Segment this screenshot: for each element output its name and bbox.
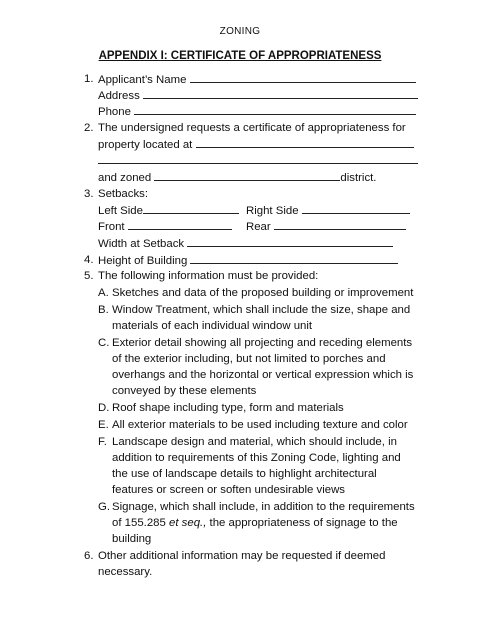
sub-item-f-line: Landscape design and material, which should include, in (112, 436, 397, 448)
width-at-setback-field (98, 236, 393, 251)
other-info-line: Other additional information may be requested if deemed (98, 550, 386, 562)
sub-letter-b: B. (98, 304, 109, 316)
field-label: Applicant’s Name (98, 74, 187, 86)
field-label: Phone (98, 106, 131, 118)
property-location-blank[interactable] (196, 137, 414, 148)
front-field (98, 219, 232, 234)
sub-item-f-line: the use of landscape details to highlight architectural (112, 468, 377, 480)
sub-item-a: Sketches and data of the proposed building or improvement (112, 287, 414, 299)
sub-item-g-line: building (112, 533, 152, 545)
item-number: 5. (84, 270, 94, 282)
field-label: Rear (246, 221, 271, 233)
applicant-name-blank[interactable] (190, 72, 416, 83)
sub-item-c-line: conveyed by these elements (112, 385, 257, 397)
left-side-field (98, 203, 239, 218)
right-side-blank[interactable] (302, 203, 410, 214)
height-field (98, 253, 398, 268)
setbacks-label: Setbacks: (98, 188, 149, 200)
height-blank[interactable] (190, 253, 398, 264)
field-label: Address (98, 90, 140, 102)
item-number: 2. (84, 122, 94, 134)
sub-letter-d: D. (98, 402, 110, 414)
property-location-blank-2[interactable] (98, 153, 418, 164)
address-field (98, 88, 418, 103)
info-intro: The following information must be provided: (98, 270, 319, 282)
sub-item-g-line: Signage, which shall include, in addition to the requirements (112, 501, 415, 513)
sub-item-c-line: overhangs and the horizontal or vertical expression which is (112, 369, 414, 381)
sub-item-e: All exterior materials to be used including texture and color (112, 419, 408, 431)
field-label: Height of Building (98, 255, 188, 267)
left-side-blank[interactable] (143, 203, 239, 214)
applicant-name-field (98, 72, 416, 87)
sub-item-c-line: of the exterior including, but not limited to porches and (112, 353, 386, 365)
item-number: 1. (84, 73, 94, 85)
zoned-blank[interactable] (154, 170, 340, 181)
field-label: and zoned (98, 172, 152, 184)
property-location-continued (98, 153, 418, 168)
rear-field (246, 219, 406, 234)
italic-segment: et seq., (169, 517, 207, 529)
width-at-setback-blank[interactable] (187, 236, 393, 247)
property-location-field (98, 137, 414, 152)
sub-letter-g: G. (98, 501, 111, 513)
sub-item-f-line: addition to requirements of this Zoning Code, lighting and (112, 452, 401, 464)
sub-letter-a: A. (98, 287, 109, 299)
sub-item-f-line: features or screen or soften undesirable views (112, 484, 345, 496)
field-label: Width at Setback (98, 238, 185, 250)
address-blank[interactable] (143, 88, 418, 99)
phone-blank[interactable] (134, 104, 416, 115)
item-number: 6. (84, 550, 94, 562)
request-text: The undersigned requests a certificate of appropriateness for (98, 122, 406, 134)
zoned-field (98, 170, 376, 185)
sub-item-g-line (112, 516, 398, 530)
right-side-field (246, 203, 410, 218)
page-title: APPENDIX I: CERTIFICATE OF APPROPRIATENESS (98, 50, 382, 62)
field-suffix: district. (340, 172, 377, 184)
sub-letter-e: E. (98, 419, 109, 431)
field-label: Front (98, 221, 125, 233)
sub-item-c-line: Exterior detail showing all projecting and receding elements (112, 337, 413, 349)
sub-item-b-line: materials of each individual window unit (112, 320, 313, 332)
text-segment: of 155.285 (112, 517, 166, 529)
rear-blank[interactable] (274, 219, 406, 230)
other-info-line: necessary. (98, 566, 153, 578)
sub-item-d: Roof shape including type, form and materials (112, 402, 344, 414)
sub-item-b-line: Window Treatment, which shall include the size, shape and (112, 304, 411, 316)
text-segment: the appropriateness of signage to the (209, 517, 398, 529)
front-blank[interactable] (128, 219, 232, 230)
sub-letter-c: C. (98, 337, 110, 349)
item-number: 4. (84, 254, 94, 266)
field-label: property located at (98, 139, 193, 151)
item-number: 3. (84, 188, 94, 200)
page-header: ZONING (219, 26, 261, 37)
field-label: Right Side (246, 205, 299, 217)
field-label: Left Side (98, 205, 143, 217)
phone-field (98, 104, 416, 119)
sub-letter-f: F. (98, 436, 107, 448)
